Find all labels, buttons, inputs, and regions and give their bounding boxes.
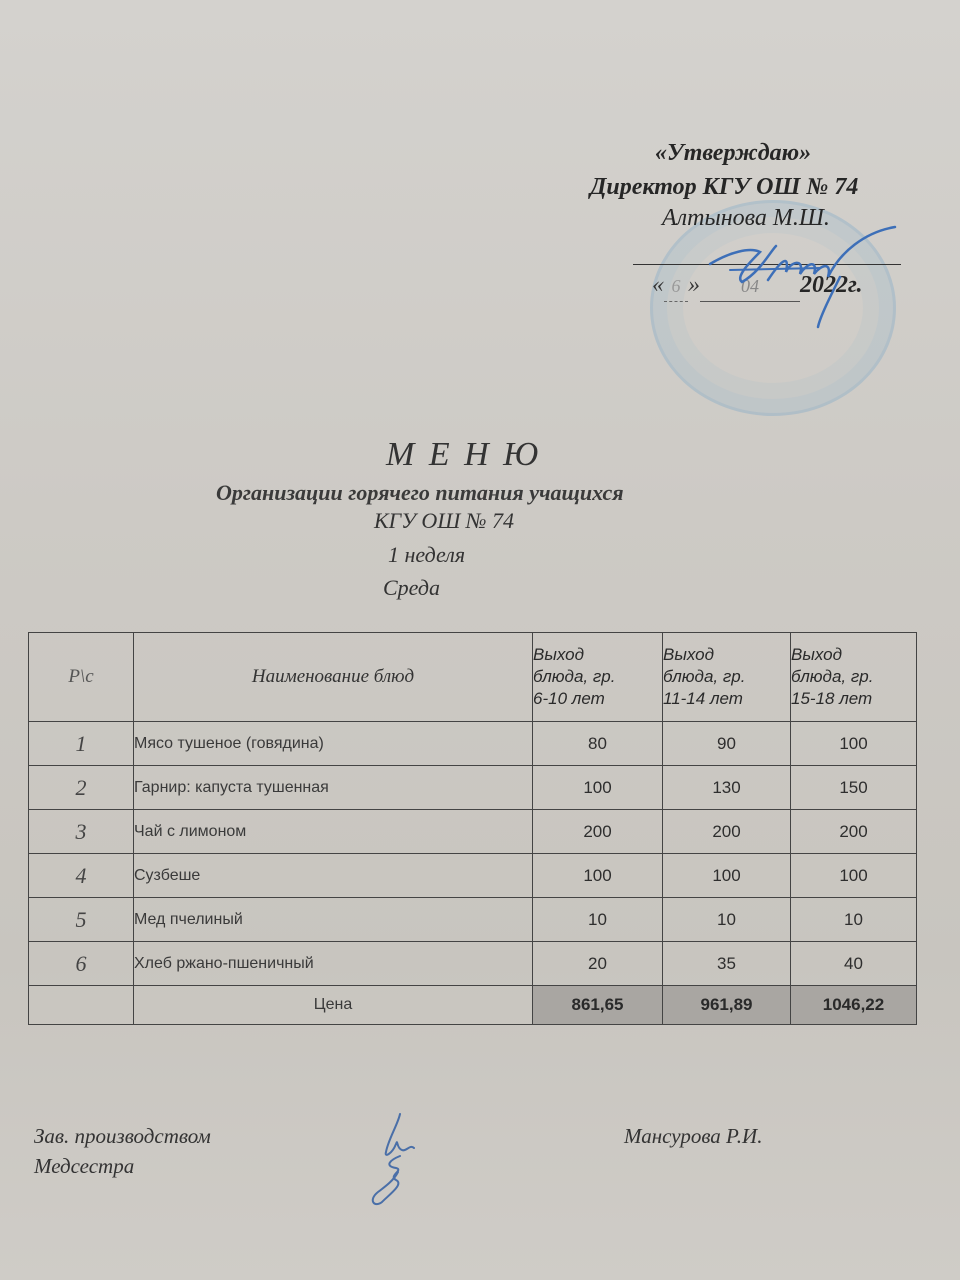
output-15-18: 200 bbox=[791, 810, 917, 854]
output-6-10: 10 bbox=[533, 898, 663, 942]
date-open-quote: « bbox=[652, 272, 664, 298]
menu-table bbox=[28, 632, 917, 1025]
output-11-14: 100 bbox=[663, 854, 791, 898]
output-6-10: 100 bbox=[533, 854, 663, 898]
dish-name: Хлеб ржано-пшеничный bbox=[134, 942, 533, 986]
header-output-line: Выход bbox=[663, 645, 715, 664]
production-head-signature bbox=[370, 1110, 430, 1160]
price-6-10: 861,65 bbox=[533, 986, 663, 1025]
organization-subtitle: Организации горячего питания учащихся bbox=[216, 480, 624, 505]
approval-date bbox=[652, 270, 863, 302]
menu-title: М Е Н Ю bbox=[386, 436, 542, 473]
header-output-line: Выход bbox=[791, 645, 843, 664]
price-row bbox=[29, 986, 917, 1025]
output-15-18: 40 bbox=[791, 942, 917, 986]
week-label: 1 неделя bbox=[388, 542, 466, 567]
dish-name: Чай с лимоном bbox=[134, 810, 533, 854]
header-number: Р\с bbox=[29, 633, 134, 722]
output-15-18: 100 bbox=[791, 854, 917, 898]
dish-name: Мед пчелиный bbox=[134, 898, 533, 942]
approval-heading: «Утверждаю» bbox=[655, 140, 812, 166]
table-row bbox=[29, 854, 917, 898]
table-header-row bbox=[29, 633, 917, 722]
output-11-14: 200 bbox=[663, 810, 791, 854]
header-output-15-18 bbox=[791, 633, 917, 722]
output-11-14: 90 bbox=[663, 722, 791, 766]
table-row bbox=[29, 722, 917, 766]
output-6-10: 80 bbox=[533, 722, 663, 766]
price-11-14: 961,89 bbox=[663, 986, 791, 1025]
row-number: 5 bbox=[29, 898, 134, 942]
table-row bbox=[29, 810, 917, 854]
date-day: 6 bbox=[664, 271, 688, 302]
output-6-10: 200 bbox=[533, 810, 663, 854]
row-number: 1 bbox=[29, 722, 134, 766]
row-number: 3 bbox=[29, 810, 134, 854]
row-number: 4 bbox=[29, 854, 134, 898]
header-output-line: 15-18 лет bbox=[791, 689, 873, 708]
price-label: Цена bbox=[134, 986, 533, 1025]
day-label: Среда bbox=[383, 575, 441, 600]
header-output-line: Выход bbox=[533, 645, 585, 664]
table-row bbox=[29, 942, 917, 986]
header-output-line: блюда, гр. bbox=[663, 667, 746, 686]
output-11-14: 35 bbox=[663, 942, 791, 986]
dish-name: Мясо тушеное (говядина) bbox=[134, 722, 533, 766]
signature-line bbox=[633, 264, 901, 265]
header-output-line: 6-10 лет bbox=[533, 689, 605, 708]
output-15-18: 100 bbox=[791, 722, 917, 766]
row-number: 2 bbox=[29, 766, 134, 810]
approval-position: Директор КГУ ОШ № 74 bbox=[590, 174, 859, 200]
dish-name: Сузбеше bbox=[134, 854, 533, 898]
price-15-18: 1046,22 bbox=[791, 986, 917, 1025]
header-output-11-14 bbox=[663, 633, 791, 722]
table-row bbox=[29, 766, 917, 810]
header-output-6-10 bbox=[533, 633, 663, 722]
row-number: 6 bbox=[29, 942, 134, 986]
nurse-signature bbox=[360, 1150, 420, 1210]
nurse-label: Медсестра bbox=[34, 1154, 135, 1178]
header-output-line: 11-14 лет bbox=[663, 689, 743, 708]
header-output-line: блюда, гр. bbox=[791, 667, 874, 686]
school-name: КГУ ОШ № 74 bbox=[374, 508, 515, 533]
price-empty-cell bbox=[29, 986, 134, 1025]
output-15-18: 150 bbox=[791, 766, 917, 810]
table-row bbox=[29, 898, 917, 942]
dish-name: Гарнир: капуста тушенная bbox=[134, 766, 533, 810]
date-month: 04 bbox=[700, 271, 800, 302]
production-head-label: Зав. производством bbox=[34, 1124, 211, 1148]
output-15-18: 10 bbox=[791, 898, 917, 942]
output-11-14: 130 bbox=[663, 766, 791, 810]
header-output-line: блюда, гр. bbox=[533, 667, 616, 686]
header-dish-name: Наименование блюд bbox=[134, 633, 533, 722]
date-year: 2022г. bbox=[800, 272, 863, 298]
output-11-14: 10 bbox=[663, 898, 791, 942]
date-close-quote: » bbox=[688, 272, 700, 298]
production-head-name: Мансурова Р.И. bbox=[624, 1124, 763, 1148]
approval-name: Алтынова М.Ш. bbox=[662, 205, 830, 231]
output-6-10: 20 bbox=[533, 942, 663, 986]
output-6-10: 100 bbox=[533, 766, 663, 810]
